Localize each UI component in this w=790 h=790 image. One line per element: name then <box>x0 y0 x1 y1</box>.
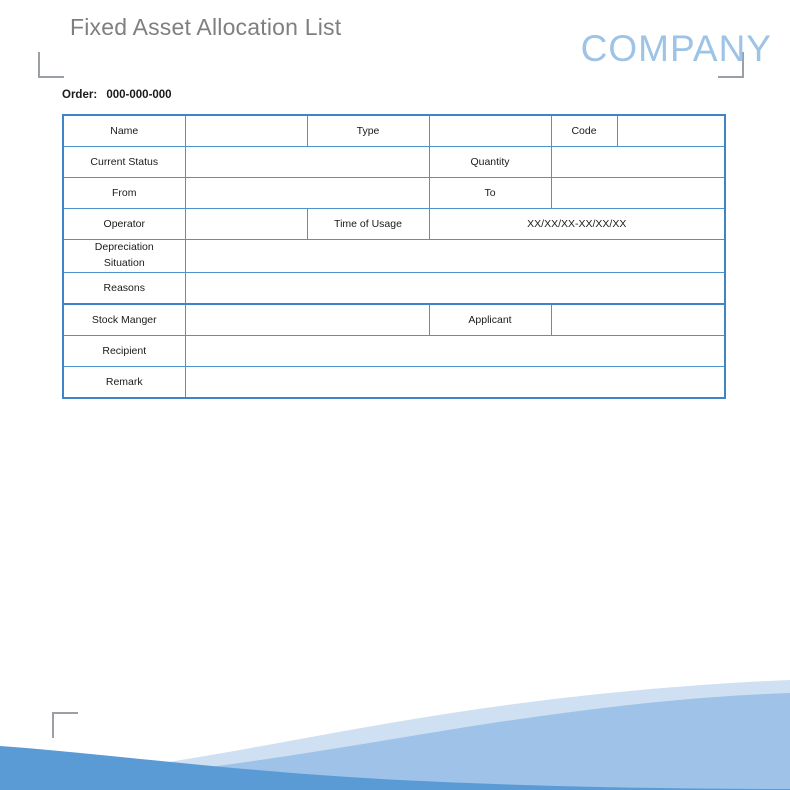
cell-value-type[interactable] <box>429 115 551 147</box>
cell-label-stock-manger: Stock Manger <box>63 304 185 336</box>
cell-value-remark[interactable] <box>185 366 725 398</box>
cell-label-to: To <box>429 178 551 209</box>
table-row <box>63 335 725 366</box>
cell-label-name: Name <box>63 115 185 147</box>
cell-label-recipient: Recipient <box>63 335 185 366</box>
cell-value-from[interactable] <box>185 178 429 209</box>
crop-mark-top-left <box>38 52 64 78</box>
cell-label-applicant: Applicant <box>429 304 551 336</box>
table-row <box>63 178 725 209</box>
cell-label-code: Code <box>551 115 617 147</box>
cell-label-remark: Remark <box>63 366 185 398</box>
depreciation-label-line-1: Depreciation <box>94 241 154 253</box>
cell-value-depreciation-situation[interactable] <box>185 240 725 273</box>
order-value: 000-000-000 <box>106 89 172 101</box>
table-row <box>63 209 725 240</box>
cell-value-stock-manger[interactable] <box>185 304 429 336</box>
cell-label-depreciation-situation <box>63 240 185 273</box>
footer-wave-decoration <box>0 660 790 790</box>
order-label: Order: <box>62 89 98 101</box>
wave-svg <box>0 660 790 790</box>
fixed-asset-allocation-table <box>62 114 726 399</box>
cell-value-reasons[interactable] <box>185 272 725 304</box>
cell-label-operator: Operator <box>63 209 185 240</box>
cell-value-quantity[interactable] <box>551 147 725 178</box>
cell-label-from: From <box>63 178 185 209</box>
depreciation-label-line-2: Situation <box>103 256 145 269</box>
cell-label-quantity: Quantity <box>429 147 551 178</box>
cell-value-name[interactable] <box>185 115 307 147</box>
cell-value-applicant[interactable] <box>551 304 725 336</box>
cell-value-operator[interactable] <box>185 209 307 240</box>
cell-value-to[interactable] <box>551 178 725 209</box>
company-logo: COMPANY <box>580 28 772 69</box>
table-row <box>63 304 725 336</box>
table-row <box>63 115 725 147</box>
page-title: Fixed Asset Allocation List <box>70 14 342 40</box>
cell-value-code[interactable] <box>617 115 725 147</box>
cell-value-recipient[interactable] <box>185 335 725 366</box>
cell-label-current-status: Current Status <box>63 147 185 178</box>
cell-label-type: Type <box>307 115 429 147</box>
cell-value-current-status[interactable] <box>185 147 429 178</box>
order-line <box>62 89 172 101</box>
table-row <box>63 366 725 398</box>
table-row <box>63 272 725 304</box>
table-row <box>63 240 725 273</box>
table-row <box>63 147 725 178</box>
cell-value-time-of-usage[interactable]: XX/XX/XX-XX/XX/XX <box>429 209 725 240</box>
cell-label-reasons: Reasons <box>63 272 185 304</box>
cell-label-time-of-usage: Time of Usage <box>307 209 429 240</box>
